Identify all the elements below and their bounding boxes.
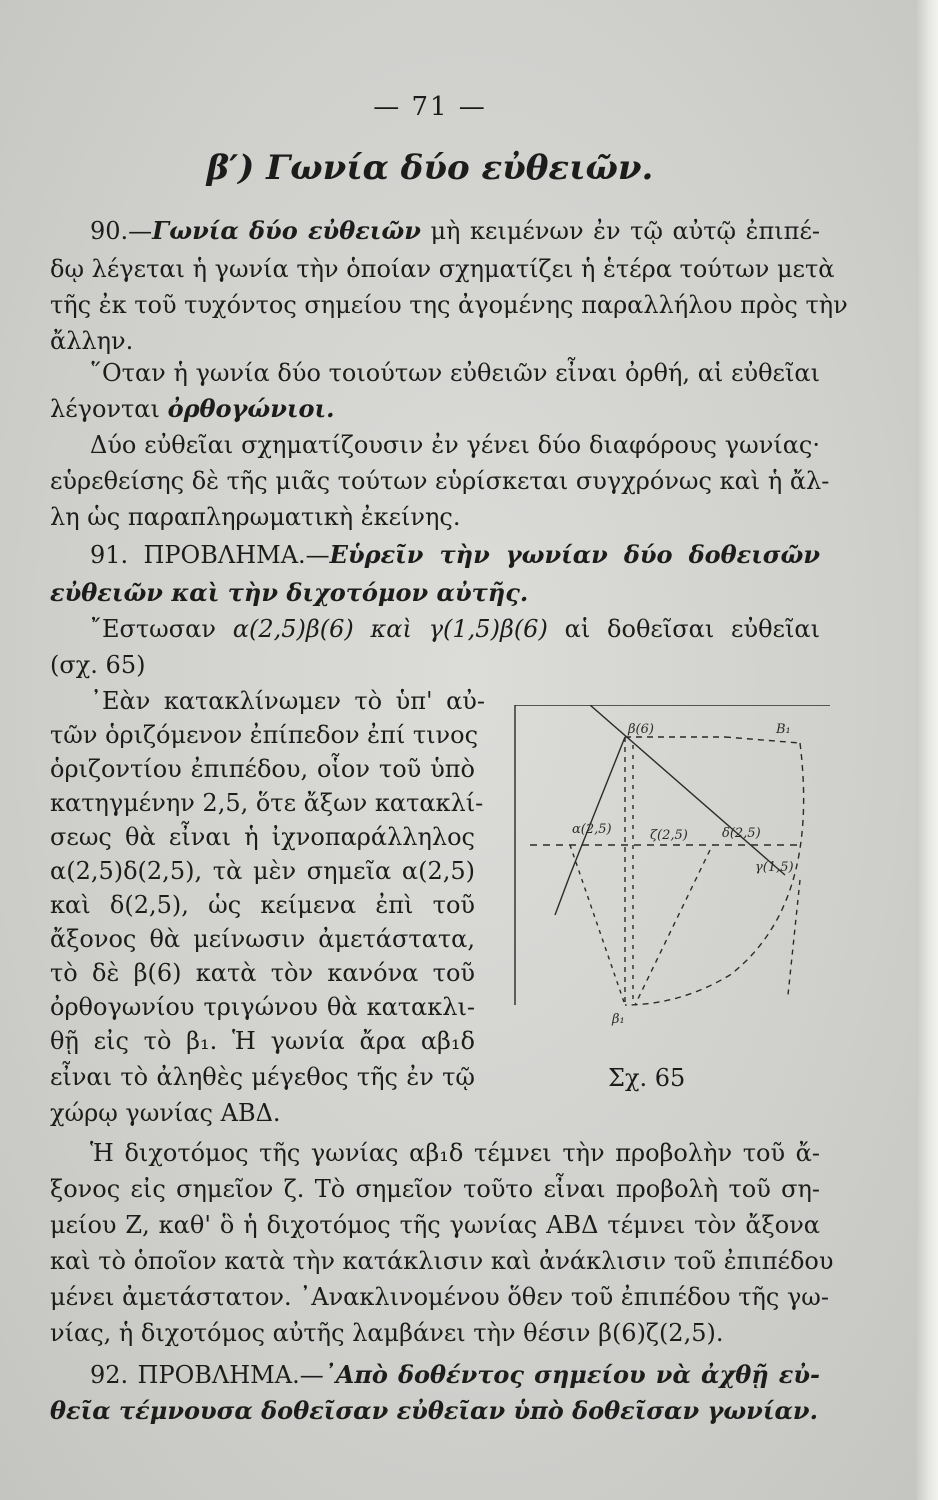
para90-line-5: ῞Οταν ἡ γωνία δύο τοιούτων εὐθειῶν εἶναι ὀρθή, αἱ εὐθεῖαι <box>90 359 820 387</box>
para91-line-12: ἄξονος θὰ μείνωσιν ἀμετάστατα, <box>50 925 475 953</box>
para91-line-19: ξονος εἰς σημεῖον ζ. Τὸ σημεῖον τοῦτο εἶναι προβολὴ τοῦ ση- <box>50 1175 820 1203</box>
para92-line-2: θεῖα τέμνουσα δοθεῖσαν εὐθεῖαν ὑπὸ δοθεῖσαν γωνίαν. <box>50 1396 818 1425</box>
para-number: 90.— <box>90 217 153 245</box>
label-a25: α(2,5) <box>572 822 612 837</box>
para91-line-15: θῇ εἰς τὸ β₁. Ἡ γωνία ἄρα αβ₁δ <box>50 1027 475 1055</box>
para91-line-16: εἶναι τὸ ἀληθὲς μέγεθος τῆς ἐν τῷ <box>50 1063 475 1091</box>
para90-line-2: δῳ λέγεται ἡ γωνία τὴν ὁποίαν σχηματίζει ἡ ἑτέρα τούτων μετὰ <box>50 255 835 283</box>
label-z25: ζ(2,5) <box>650 828 688 843</box>
para91-line-13: τὸ δὲ β(6) κατὰ τὸν κανόνα τοῦ <box>50 959 475 987</box>
para90-line-1 <box>90 216 820 246</box>
text: ῎Εστωσαν <box>90 615 233 643</box>
para91-line-23: νίας, ἡ διχοτόμος αὐτῆς λαμβάνει τὴν θέσιν β(6)ζ(2,5). <box>50 1319 724 1347</box>
line-b-d <box>590 705 785 875</box>
para90-line-7: Δύο εὐθεῖαι σχηματίζουσιν ἐν γένει δύο διαφόρους γωνίας· <box>90 431 820 459</box>
term: ὀρθογώνιοι. <box>167 394 335 423</box>
label-g15: γ(1,5) <box>755 860 794 875</box>
line-right-dashed <box>788 880 800 995</box>
para91-line-8: κατηγμένην 2,5, ὅτε ἄξων κατακλί- <box>50 789 484 817</box>
text: λέγονται <box>50 395 168 423</box>
notation: α(2,5)β(6) καὶ γ(1,5)β(6) <box>232 615 548 643</box>
text: μὴ κειμένων ἐν τῷ αὐτῷ ἐπιπέ- <box>420 217 820 245</box>
para91-line-9: σεως θὰ εἶναι ἡ ἰχνοπαράλληλος <box>50 823 475 851</box>
text: αἱ δοθεῖσαι εὐθεῖαι <box>547 615 820 643</box>
para90-line-3: τῆς ἐκ τοῦ τυχόντος σημείου της ἀγομένης παραλλήλου πρὸς τὴν <box>50 291 848 319</box>
problem-title: Εὑρεῖν τὴν γωνίαν δύο δοθεισῶν <box>329 540 821 569</box>
para90-line-8: εὑρεθείσης δὲ τῆς μιᾶς τούτων εὑρίσκεται συγχρόνως καὶ ἡ ἄλ- <box>50 467 830 495</box>
para91-line-4: (σχ. 65) <box>50 651 146 679</box>
label-b1: B₁ <box>776 722 791 737</box>
problem-label: 91. ΠΡΟΒΛΗΜΑ.— <box>90 541 330 569</box>
para91-line-14: ὀρθογωνίου τριγώνου θὰ κατακλι- <box>50 993 475 1021</box>
para91-line-6: τῶν ὁριζόμενον ἐπίπεδον ἐπί τινος <box>50 721 479 749</box>
para91-line-1 <box>90 540 820 570</box>
line-d-b1 <box>635 850 710 1005</box>
term: Γωνία δύο εὐθειῶν <box>152 216 421 245</box>
para90-line-6 <box>50 394 820 424</box>
problem-label: 92. ΠΡΟΒΛΗΜΑ.— <box>90 1361 324 1389</box>
para91-line-10: α(2,5)δ(2,5), τὰ μὲν σημεῖα α(2,5) <box>50 857 475 885</box>
figure-65 <box>500 705 830 1035</box>
label-d25: δ(2,5) <box>722 826 761 841</box>
figure-caption: Σχ. 65 <box>608 1064 686 1092</box>
line-b-a <box>570 737 625 875</box>
section-heading: β′) Γωνία δύο εὐθειῶν. <box>206 148 654 188</box>
para91-line-5: ᾿Εὰν κατακλίνωμεν τὸ ὑπ' αὐ- <box>90 687 485 715</box>
para91-line-11: καὶ δ(2,5), ὡς κείμενα ἐπὶ τοῦ <box>50 891 475 919</box>
page-number: — 71 — <box>373 92 487 122</box>
para91-line-7: ὁριζοντίου ἐπιπέδου, οἷον τοῦ ὑπὸ <box>50 755 475 783</box>
para91-line-3 <box>90 614 820 644</box>
para91-line-2: εὐθειῶν καὶ τὴν διχοτόμον αὐτῆς. <box>50 578 529 607</box>
para90-line-4: ἄλλην. <box>50 327 134 355</box>
label-b6: β(6) <box>628 722 654 737</box>
page-edge <box>916 0 938 1500</box>
para90-line-9: λη ὡς παραπληρωματικὴ ἐκείνης. <box>50 503 461 531</box>
para92-line-1 <box>90 1360 820 1390</box>
line-a-b1 <box>570 845 625 1005</box>
trace-dashed-top-right <box>725 737 800 743</box>
para91-line-20: μείου Ζ, καθ' ὃ ἡ διχοτόμος τῆς γωνίας ΑΒΔ τέμνει τὸν ἄξονα <box>50 1211 820 1239</box>
para91-line-18: Ἡ διχοτόμος τῆς γωνίας αβ₁δ τέμνει τὴν προβολὴν τοῦ ἄ- <box>90 1139 820 1167</box>
para91-line-21: καὶ τὸ ὁποῖον κατὰ τὴν κατάκλισιν καὶ ἀνάκλισιν τοῦ ἐπιπέδου <box>50 1247 834 1275</box>
line-b-a-ext <box>555 875 570 915</box>
problem-title: ᾿Απὸ δοθέντος σημείου νὰ ἀχθῇ εὐ- <box>323 1360 820 1389</box>
para91-line-22: μένει ἀμετάστατον. ᾿Ανακλινομένου ὅθεν τοῦ ἐπιπέδου τῆς γω- <box>50 1283 829 1311</box>
para91-line-17: χώρῳ γωνίας ΑΒΔ. <box>50 1099 281 1127</box>
label-b1-low: β₁ <box>612 1012 625 1027</box>
